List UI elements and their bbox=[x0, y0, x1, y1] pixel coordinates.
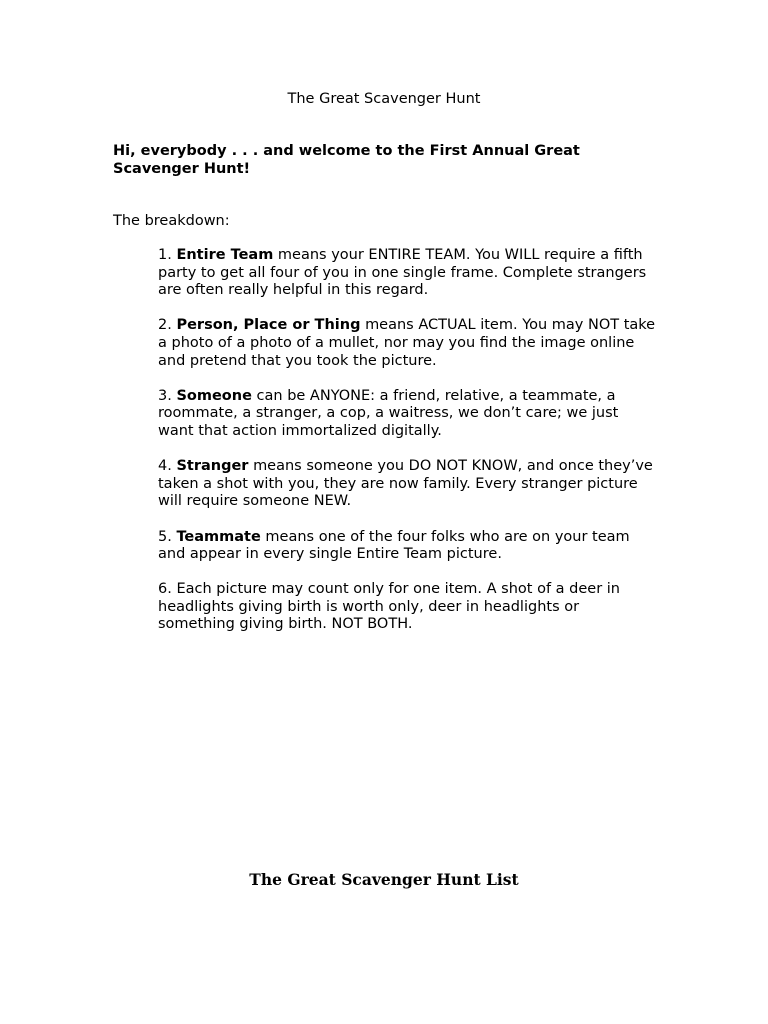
rule-term: Teammate bbox=[176, 528, 261, 545]
hunt-list-title: The Great Scavenger Hunt List bbox=[249, 870, 519, 889]
rule-item bbox=[158, 317, 658, 370]
rule-term: Someone bbox=[176, 387, 252, 404]
rule-number: 4. bbox=[158, 458, 172, 475]
rule-text: Each picture may count only for one item. A shot of a deer in headlights giving birth is worth only, deer in headlights or something giving birth. NOT BOTH. bbox=[158, 581, 620, 633]
rule-term: Person, Place or Thing bbox=[176, 317, 361, 334]
rule-term: Entire Team bbox=[176, 247, 274, 263]
rule-number: 5. bbox=[158, 528, 172, 545]
rule-number: 3. bbox=[158, 387, 172, 404]
rule-number: 2. bbox=[158, 317, 172, 334]
rule-number: 6. bbox=[158, 581, 172, 598]
breakdown-label: The breakdown: bbox=[113, 213, 230, 229]
rule-item bbox=[158, 581, 658, 634]
rules-list bbox=[158, 247, 658, 652]
rule-text: means your ENTIRE TEAM. You WILL require a fifth party to get all four of you in one single frame. Complete strangers are often really helpful in this regard. bbox=[158, 247, 647, 299]
rule-item bbox=[158, 529, 658, 564]
document-title: The Great Scavenger Hunt bbox=[287, 91, 481, 107]
rule-text: can be ANYONE: a friend, relative, a teammate, a roommate, a stranger, a cop, a waitress, we don’t care; we just want that action immortalized digitally. bbox=[158, 387, 619, 439]
rule-number: 1. bbox=[158, 247, 172, 263]
rule-text: means one of the four folks who are on your team and appear in every single Entire Team picture. bbox=[158, 528, 630, 563]
rule-term: Stranger bbox=[176, 458, 249, 475]
rule-text: means ACTUAL item. You may NOT take a photo of a photo of a mullet, nor may you find the image online and pretend that you took the picture. bbox=[158, 317, 656, 369]
rule-item bbox=[158, 247, 658, 300]
rule-item bbox=[158, 458, 658, 511]
greeting-text: Hi, everybody . . . and welcome to the First Annual Great Scavenger Hunt! bbox=[113, 143, 580, 177]
rule-item bbox=[158, 388, 658, 441]
rule-text: means someone you DO NOT KNOW, and once they’ve taken a shot with you, they are now family. Every stranger picture will require someone NEW. bbox=[158, 458, 653, 510]
